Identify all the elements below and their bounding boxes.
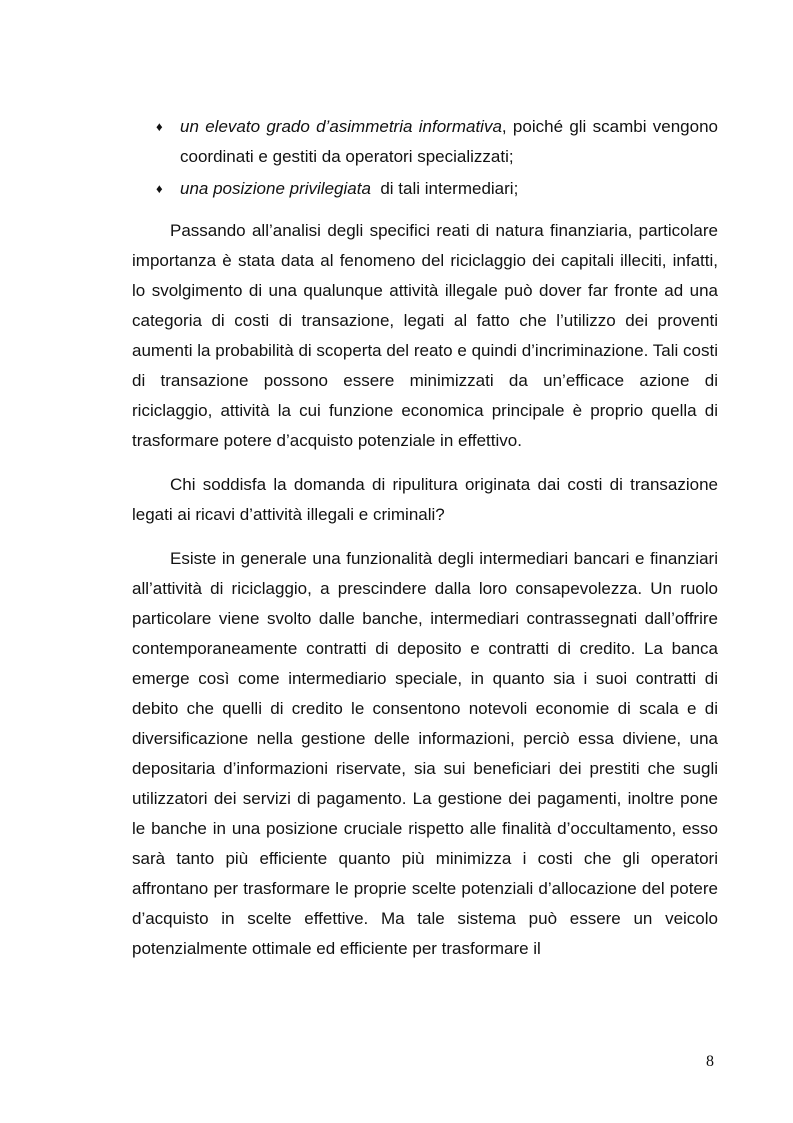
bullet-text: di tali intermediari; [370,179,519,198]
bullet-emphasis: un elevato grado d’asimmetria informativa [180,117,502,136]
bullet-text: , poiché gli scambi vengono coordinati e gestiti da operatori specializzati; [180,117,718,166]
body-paragraph: Passando all’analisi degli specifici reati di natura finanziaria, particolare importanza è stata data al fenomeno del riciclaggio dei capitali illeciti, infatti, lo svolgimento di una qualunque attività illegale può dover far fronte ad una categoria di costi di transazione, legati al fatto che l’utilizzo dei proventi aumenti la probabilità di scoperta del reato e quindi d’incriminazione. Tali costi di transazione possono essere minimizzati da un’efficace azione di riciclaggio, attività la cui funzione economica principale è proprio quella di trasformare potere d’acquisto potenziale in effettivo. [132,221,718,450]
bullet-item [132,174,718,204]
page-number: 8 [706,1053,714,1070]
body-paragraph: Esiste in generale una funzionalità degli intermediari bancari e finanziari all’attività di riciclaggio, a prescindere dalla loro consapevolezza. Un ruolo particolare viene svolto dalle banche, intermediari contrassegnati dall’offrire contemporaneamente contratti di deposito e contratti di credito. La banca emerge così come intermediario speciale, in quanto sia i suoi contratti di debito che quelli di credito le consentono notevoli economie di scala e di diversificazione nella gestione delle informazioni, perciò essa diviene, una depositaria d’informazioni riservate, sia sui beneficiari dei prestiti che sugli utilizzatori dei servizi di pagamento. La gestione dei pagamenti, inoltre pone le banche in una posizione cruciale rispetto alle finalità d’occultamento, esso sarà tanto più efficiente quanto più minimizza i costi che gli operatori affrontano per trasformare le proprie scelte potenziali d’allocazione del potere d’acquisto in scelte effettive. Ma tale sistema può essere un veicolo potenzialmente ottimale ed efficiente per trasformare il [132,549,718,958]
bullet-emphasis: una posizione privilegiata [180,179,371,198]
diamond-bullet-icon: ♦ [156,119,163,134]
body-paragraph: Chi soddisfa la domanda di ripulitura originata dai costi di transazione legati ai ricavi d’attività illegali e criminali? [132,475,718,524]
bullet-item [132,112,718,172]
diamond-bullet-icon: ♦ [156,181,163,196]
bullet-list [132,112,718,204]
page-content [132,112,718,964]
